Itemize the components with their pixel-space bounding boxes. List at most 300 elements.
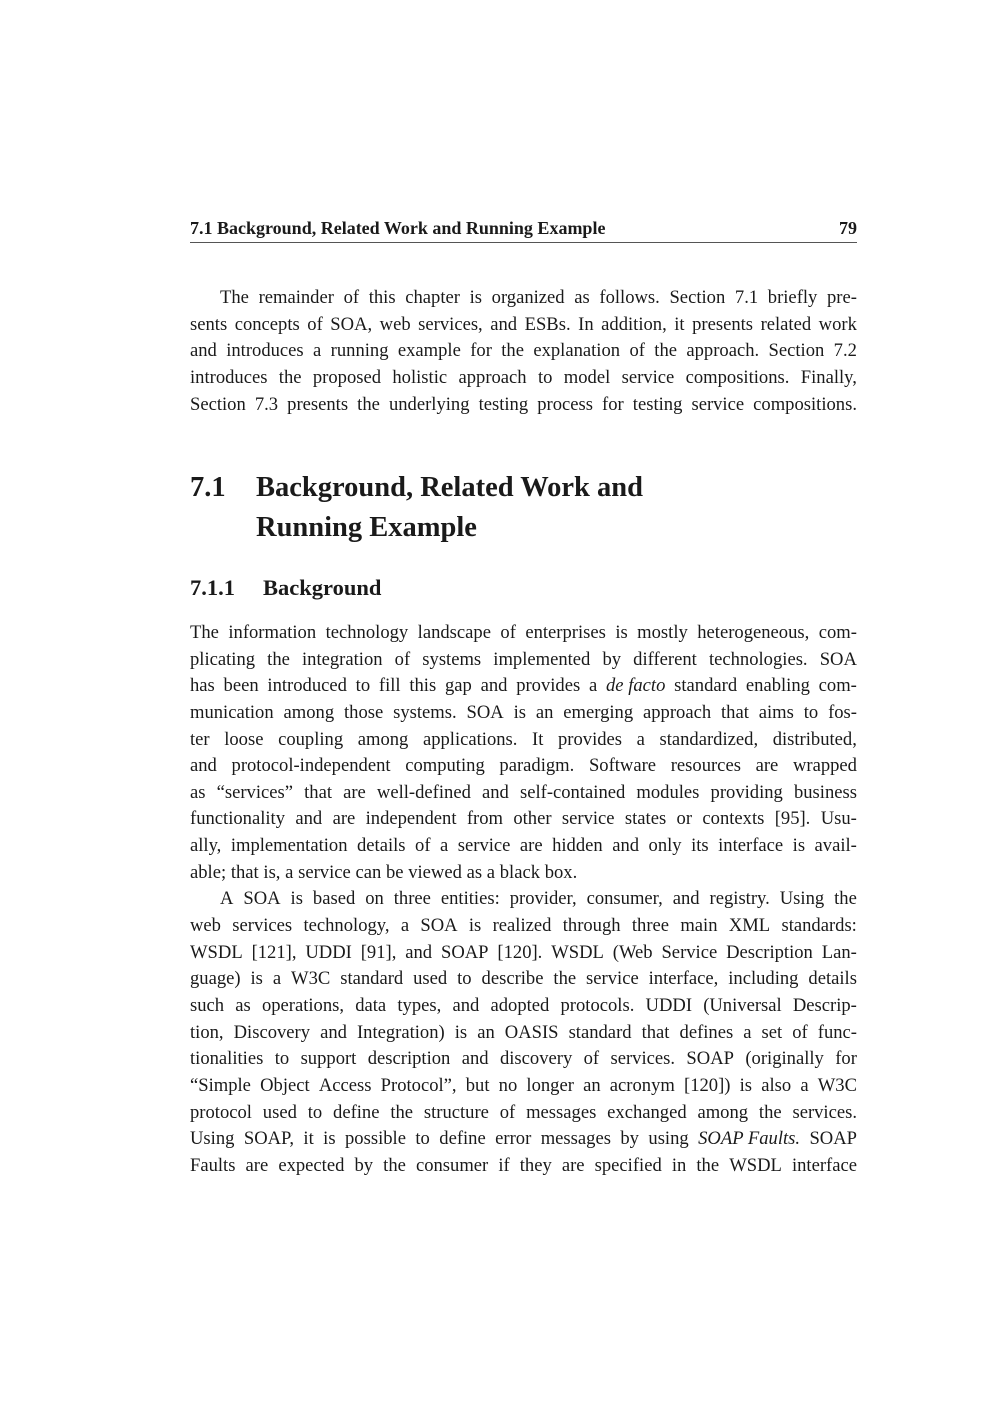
intro-paragraph [190,285,857,418]
word: coupling [278,728,344,750]
word: three [393,888,431,910]
word: service [691,393,745,415]
word: SOAP [440,941,489,963]
word: by [354,1154,374,1176]
word: Discovery [233,1021,311,1043]
word: registry. [709,888,770,910]
text-line [190,753,857,780]
word: among [283,701,335,723]
word: systems [422,648,482,670]
word: loose [224,728,264,750]
word: to [457,968,472,990]
word: tion, [190,1021,224,1043]
word: main [680,915,718,937]
word: been [223,675,259,697]
word: on [365,888,384,910]
word: is [250,968,263,990]
word: is [290,888,303,910]
subsection-title: Background [263,575,382,600]
word: as [574,287,590,308]
word: briefly [767,287,818,308]
subsection-number: 7.1.1 [190,575,235,600]
word: aims [758,701,794,723]
word: the [267,648,290,670]
word: a [313,340,322,362]
word: web [190,915,221,937]
word: (Web [612,941,653,963]
word: services, [418,313,483,335]
word: a [285,861,294,883]
word: modules [636,781,700,803]
word: and [190,340,217,362]
word: is [513,701,526,723]
word: chapter [405,287,460,308]
text-line [190,1100,857,1127]
word: the [834,888,857,910]
word: heterogeneous, [697,622,810,643]
word: Usu- [820,808,857,830]
text-line [190,860,857,887]
word: Protocol”, [380,1074,457,1096]
word: interface [791,1154,857,1176]
word: of [629,340,645,362]
word: approach [458,367,527,389]
word: systems. [393,701,457,723]
word: to [307,1101,323,1123]
text-line [190,833,857,860]
word: messages [540,1128,611,1150]
word: a [800,1074,809,1096]
word: addition, [601,313,667,335]
word: a [272,968,282,990]
word: only [648,835,682,857]
word: interface, [648,968,719,990]
word: is [323,1128,336,1150]
word: from [466,808,503,830]
word: UDDI [305,941,352,963]
word: adopted [490,994,550,1016]
running-head-title: 7.1 Background, Related Work and Running Example [190,218,606,238]
section-title [256,468,816,548]
word: implementation [230,835,348,857]
word: types, [397,994,442,1016]
word: states [624,808,667,830]
word: concepts [234,313,300,335]
word: also [761,1074,792,1096]
word: the [501,340,524,362]
word: functionality [190,808,286,830]
word: integration [302,648,383,670]
word: SOAP [686,1048,734,1070]
word: SOAP, [243,1128,294,1150]
word: that [721,701,749,723]
word: and [190,755,217,777]
word: The [190,622,219,643]
word: Software [588,755,657,777]
word: OASIS [504,1021,559,1043]
word: [120]. [497,941,543,963]
word: technology, [303,915,390,937]
word: by [620,1128,639,1150]
word: approach. [686,340,760,362]
word: service [586,968,639,990]
word: is [454,1021,468,1043]
word: WSDL [190,941,243,963]
word: for [835,1048,857,1070]
word: compositions. [753,393,857,415]
word: example [397,340,461,362]
word: through [562,915,621,937]
word: longer [526,1074,574,1096]
word: SOA [819,648,857,670]
word: the [390,1101,414,1123]
word: a [636,728,645,750]
word: WSDL [551,941,604,963]
word: presents [692,313,754,335]
word: implemented [493,648,591,670]
text-line [190,913,857,940]
word: as [466,861,483,883]
word: munication [190,701,274,723]
word: and [612,835,640,857]
word: and [482,781,509,803]
word: SOA [243,888,281,910]
word: and [295,808,323,830]
word: 7.3 [254,393,279,415]
word: web [379,313,411,335]
word: 7.1 [734,287,759,308]
word: but [465,1074,490,1096]
word: of [307,313,323,335]
word: standards: [781,915,857,937]
word: it [674,313,685,335]
word: introduced [267,675,347,697]
text-line [190,1126,857,1153]
word: are [561,1154,585,1176]
word: to [537,367,553,389]
word: emerging [563,701,634,723]
word: protocols. [560,994,635,1016]
word: the [278,367,302,389]
word: of [583,1048,600,1070]
word: of [500,622,516,643]
word: are [245,1154,269,1176]
word: standard [674,675,738,697]
word: by [602,648,622,670]
text-line [190,993,857,1020]
text-line [190,1046,857,1073]
word: enterprises [525,622,606,643]
word: that [230,861,259,883]
word: information [228,622,317,643]
word: are [332,808,356,830]
word: (originally [745,1048,824,1070]
word: box. [544,861,578,883]
word: explanation [533,340,621,362]
word: used [413,968,448,990]
word: presents [287,393,349,415]
word: support [300,1048,357,1070]
word: ter [190,728,210,750]
word: Integration) [356,1021,445,1043]
word: be [385,861,404,883]
word: approach [643,701,712,723]
word: “services” [216,781,293,803]
word: SOA [466,701,504,723]
word: are [343,781,366,803]
text-line [190,966,857,993]
word: of [415,835,431,857]
word: no [498,1074,518,1096]
text-line [190,806,857,833]
text-line [190,886,857,913]
word: Using [779,888,825,910]
word: provider, [509,888,577,910]
word: service [561,808,615,830]
word: SOAP [809,1128,857,1150]
word: discovery [499,1048,573,1070]
word: the [383,1154,406,1176]
word: (Universal [703,994,782,1016]
word: and [672,888,700,910]
word: hidden [552,835,603,857]
word: acronym [609,1074,675,1096]
section-title-line: Background, Related Work and [256,472,643,503]
word: and [480,675,508,697]
word: an [535,701,554,723]
word: testing [478,393,529,415]
word: an [477,1021,495,1043]
word: they [519,1154,552,1176]
word: compositions. [685,367,790,389]
text-line [190,1153,857,1180]
word: for [470,340,492,362]
word: Descrip- [792,994,857,1016]
word: pre- [826,287,857,308]
word: wrapped [792,755,857,777]
word: define [439,1128,486,1150]
word: follows. [599,287,660,308]
word: ESBs. [524,313,571,335]
word: de facto [606,675,666,697]
word: com- [818,622,857,643]
word: among [357,728,409,750]
word: service [457,835,511,857]
word: of [394,648,411,670]
word: independent [365,808,457,830]
word: Section [669,287,726,308]
word: it [303,1128,314,1150]
word: set [761,1021,783,1043]
word: black [499,861,540,883]
text-line [190,392,857,419]
text-line [190,940,857,967]
section-title-line: Running Example [256,512,477,543]
word: work [818,313,857,335]
word: sents [190,313,228,335]
word: guage) [190,968,241,990]
word: protocol [190,1101,252,1123]
word: paradigm. [499,755,575,777]
word: introduces [190,367,268,389]
word: to [415,1128,430,1150]
word: among [697,1101,749,1123]
word: provides [557,728,623,750]
word: interface [718,835,784,857]
word: data [355,994,387,1016]
text-line [190,620,857,647]
word: to [355,675,371,697]
word: is [739,1074,753,1096]
word: com- [818,675,857,697]
word: organized [491,287,565,308]
word: model [563,367,611,389]
word: define [333,1101,380,1123]
word: func- [817,1021,857,1043]
word: avail- [814,835,857,857]
word: The [220,287,249,308]
word: a [440,835,449,857]
word: mostly [637,622,688,643]
word: structure [423,1101,489,1123]
word: such [190,994,225,1016]
body-text [190,620,857,1179]
word: provides [516,675,581,697]
word: if [498,1154,510,1176]
word: testing [632,393,683,415]
word: and [461,1048,489,1070]
word: Finally, [800,367,857,389]
word: technology [325,622,409,643]
text-line [190,312,857,339]
word: as [235,994,251,1016]
word: Description [726,941,813,963]
word: W3C [817,1074,857,1096]
word: in [671,1154,687,1176]
word: enabling [745,675,810,697]
word: different [633,648,697,670]
word: plicating [190,648,256,670]
word: a [743,1021,752,1043]
word: running [330,340,389,362]
word: the [758,1101,782,1123]
word: are [519,835,543,857]
word: service [621,367,675,389]
word: that [304,781,332,803]
word: “Simple [190,1074,251,1096]
word: specified [594,1154,662,1176]
word: is [468,915,482,937]
word: defines [679,1021,734,1043]
word: SOA [420,915,458,937]
word: holistic [392,367,448,389]
text-line [190,647,857,674]
word: standardized, [659,728,759,750]
word: Section [768,340,825,362]
word: is, [263,861,281,883]
word: fos- [828,701,857,723]
word: distributed, [772,728,857,750]
word: details [808,968,857,990]
word: to [274,1048,290,1070]
word: and [405,941,433,963]
word: Section [190,393,246,415]
word: introduces [226,340,304,362]
word: is [469,287,482,308]
text-line [190,365,857,392]
word: viewed [408,861,462,883]
word: providing [710,781,783,803]
word: of [499,1101,516,1123]
word: WSDL [729,1154,782,1176]
text-line [190,673,857,700]
word: three [631,915,670,937]
word: able; [190,861,227,883]
word: messages [526,1101,597,1123]
word: using [648,1128,689,1150]
word: description [367,1048,451,1070]
word: services. [792,1101,857,1123]
word: is [792,835,806,857]
word: that [641,1021,670,1043]
word: standard [340,968,404,990]
word: are [755,755,779,777]
word: applications. [422,728,518,750]
word: expected [278,1154,345,1176]
word: to [803,701,819,723]
word: well-defined [376,781,471,803]
word: a [486,861,496,883]
word: services. [610,1048,676,1070]
word: entities: [440,888,500,910]
word: and [320,1021,347,1043]
word: consumer, [586,888,663,910]
word: standard [568,1021,632,1043]
word: related [760,313,812,335]
word: computing [405,755,485,777]
word: those [343,701,384,723]
word: Access [318,1074,372,1096]
word: this [409,675,437,697]
word: consumer [415,1154,489,1176]
word: possible [345,1128,406,1150]
text-line [190,1020,857,1047]
word: A [220,888,234,910]
word: [120]) [684,1074,731,1096]
word: SOAP Faults. [698,1128,801,1150]
word: used [262,1101,297,1123]
word: Using [190,1128,235,1150]
word: In [578,313,594,335]
word: its [691,835,709,857]
word: the [357,393,380,415]
word: It [532,728,544,750]
word: a [400,915,410,937]
text-line [190,285,857,312]
word: services [232,915,293,937]
word: is [615,622,628,643]
word: [91], [360,941,397,963]
word: XML [728,915,771,937]
text-line [190,1073,857,1100]
text-line [190,338,857,365]
word: tionalities [190,1048,264,1070]
word: of [792,1021,808,1043]
word: technologies. [708,648,808,670]
word: Service [661,941,718,963]
word: the [553,968,577,990]
page-number: 79 [839,218,857,238]
